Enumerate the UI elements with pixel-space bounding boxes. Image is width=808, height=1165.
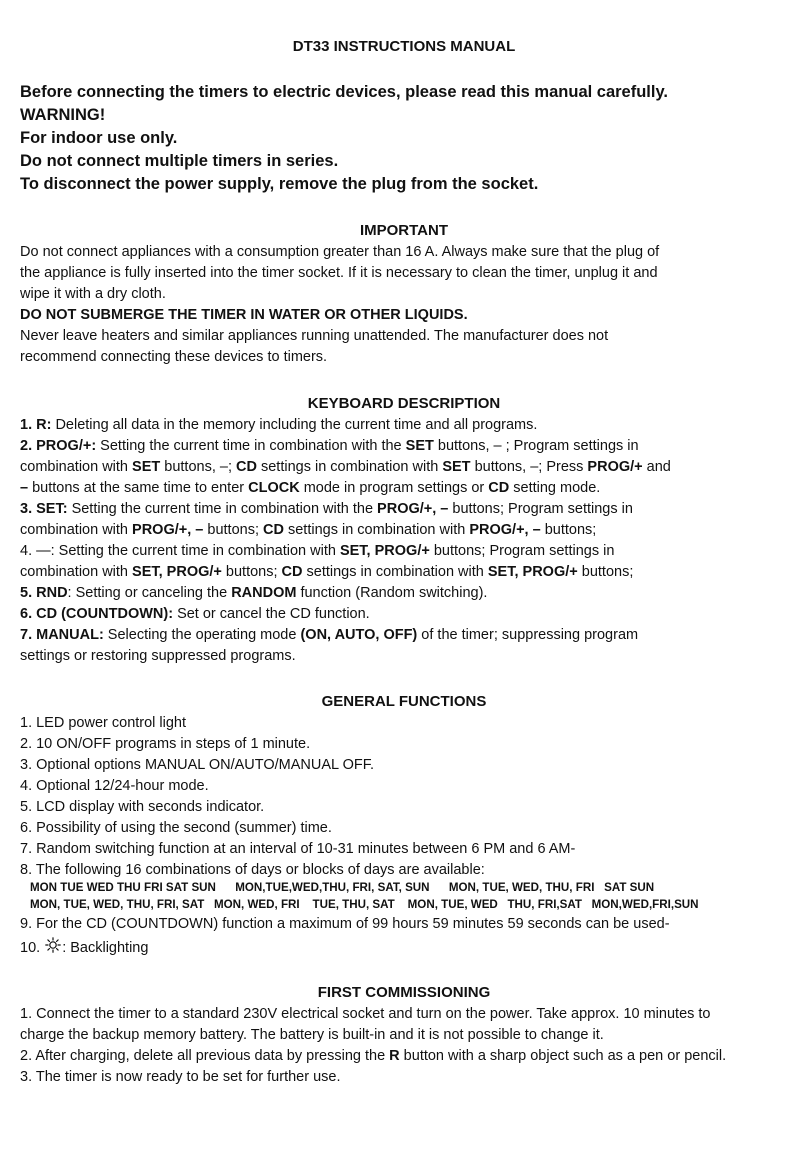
commissioning-step: 3. The timer is now ready to be set for further use. — [20, 1069, 341, 1085]
submerge-warning: DO NOT SUBMERGE THE TIMER IN WATER OR OTHER LIQUIDS. — [20, 307, 468, 323]
key-set-description: combination with PROG/+, – buttons; CD settings in combination with PROG/+, – buttons; — [20, 522, 597, 538]
general-heading: GENERAL FUNCTIONS — [321, 693, 487, 710]
commissioning-heading: FIRST COMMISSIONING — [317, 984, 491, 1001]
important-heading: IMPORTANT — [359, 222, 449, 239]
sun-icon — [45, 937, 61, 953]
key-r-description: 1. R: Deleting all data in the memory including the current time and all programs. — [20, 417, 538, 433]
warning-line: Do not connect multiple timers in series. — [20, 152, 339, 170]
function-item: 6. Possibility of using the second (summer) time. — [20, 820, 332, 836]
key-minus-description: 4. —: Setting the current time in combination with SET, PROG/+ buttons; Program settings in — [20, 543, 615, 559]
key-prog-description: – buttons at the same time to enter CLOCK mode in program settings or CD setting mode. — [20, 480, 601, 496]
key-set-description: 3. SET: Setting the current time in combination with the PROG/+, – buttons; Program settings in — [20, 501, 633, 517]
key-manual-description: 7. MANUAL: Selecting the operating mode (ON, AUTO, OFF) of the timer; suppressing program — [20, 627, 639, 643]
important-text: the appliance is fully inserted into the timer socket. If it is necessary to clean the timer, unplug it and — [20, 265, 658, 281]
function-item: 2. 10 ON/OFF programs in steps of 1 minute. — [20, 736, 311, 752]
important-text: recommend connecting these devices to timers. — [20, 349, 328, 365]
important-text: Never leave heaters and similar appliances running unattended. The manufacturer does not — [20, 328, 609, 344]
key-minus-description: combination with SET, PROG/+ buttons; CD settings in combination with SET, PROG/+ buttons; — [20, 564, 634, 580]
function-item-backlight: 10. : Backlighting — [20, 937, 148, 959]
commissioning-step: charge the backup memory battery. The battery is built-in and it is not possible to change it. — [20, 1027, 604, 1043]
key-cd-description: 6. CD (COUNTDOWN): Set or cancel the CD function. — [20, 606, 370, 622]
function-item: 5. LCD display with seconds indicator. — [20, 799, 265, 815]
function-item: 1. LED power control light — [20, 715, 187, 731]
function-item: 8. The following 16 combinations of days or blocks of days are available: — [20, 862, 485, 878]
key-prog-description: 2. PROG/+: Setting the current time in combination with the SET buttons, – ; Program settings in — [20, 438, 639, 454]
key-rnd-description: 5. RND: Setting or canceling the RANDOM function (Random switching). — [20, 585, 488, 601]
day-combinations-row: MON, TUE, WED, THU, FRI, SAT MON, WED, FRI TUE, THU, SAT MON, TUE, WED THU, FRI,SAT MON,WED,FRI,SUN — [30, 898, 699, 911]
function-item: 7. Random switching function at an interval of 10-31 minutes between 6 PM and 6 AM- — [20, 841, 576, 857]
warning-line: To disconnect the power supply, remove the plug from the socket. — [20, 175, 539, 193]
function-item: 4. Optional 12/24-hour mode. — [20, 778, 209, 794]
commissioning-step: 1. Connect the timer to a standard 230V electrical socket and turn on the power. Take approx. 10 minutes to — [20, 1006, 711, 1022]
function-item: 9. For the CD (COUNTDOWN) function a maximum of 99 hours 59 minutes 59 seconds can be used- — [20, 916, 670, 932]
important-text: wipe it with a dry cloth. — [20, 286, 166, 302]
warning-line: WARNING! — [20, 106, 106, 124]
warning-line: For indoor use only. — [20, 129, 178, 147]
keyboard-heading: KEYBOARD DESCRIPTION — [307, 395, 501, 412]
key-prog-description: combination with SET buttons, –; CD settings in combination with SET buttons, –; Press PROG/+ and — [20, 459, 671, 475]
page-title: DT33 INSTRUCTIONS MANUAL — [292, 38, 516, 55]
day-combinations-row: MON TUE WED THU FRI SAT SUN MON,TUE,WED,THU, FRI, SAT, SUN MON, TUE, WED, THU, FRI SAT SUN — [30, 881, 655, 894]
function-item: 3. Optional options MANUAL ON/AUTO/MANUAL OFF. — [20, 757, 375, 773]
important-text: Do not connect appliances with a consumption greater than 16 A. Always make sure that the plug of — [20, 244, 660, 260]
key-manual-description: settings or restoring suppressed programs. — [20, 648, 296, 664]
commissioning-step: 2. After charging, delete all previous data by pressing the R button with a sharp object such as a pen or pencil. — [20, 1048, 727, 1064]
warning-line: Before connecting the timers to electric devices, please read this manual carefully. — [20, 83, 669, 101]
